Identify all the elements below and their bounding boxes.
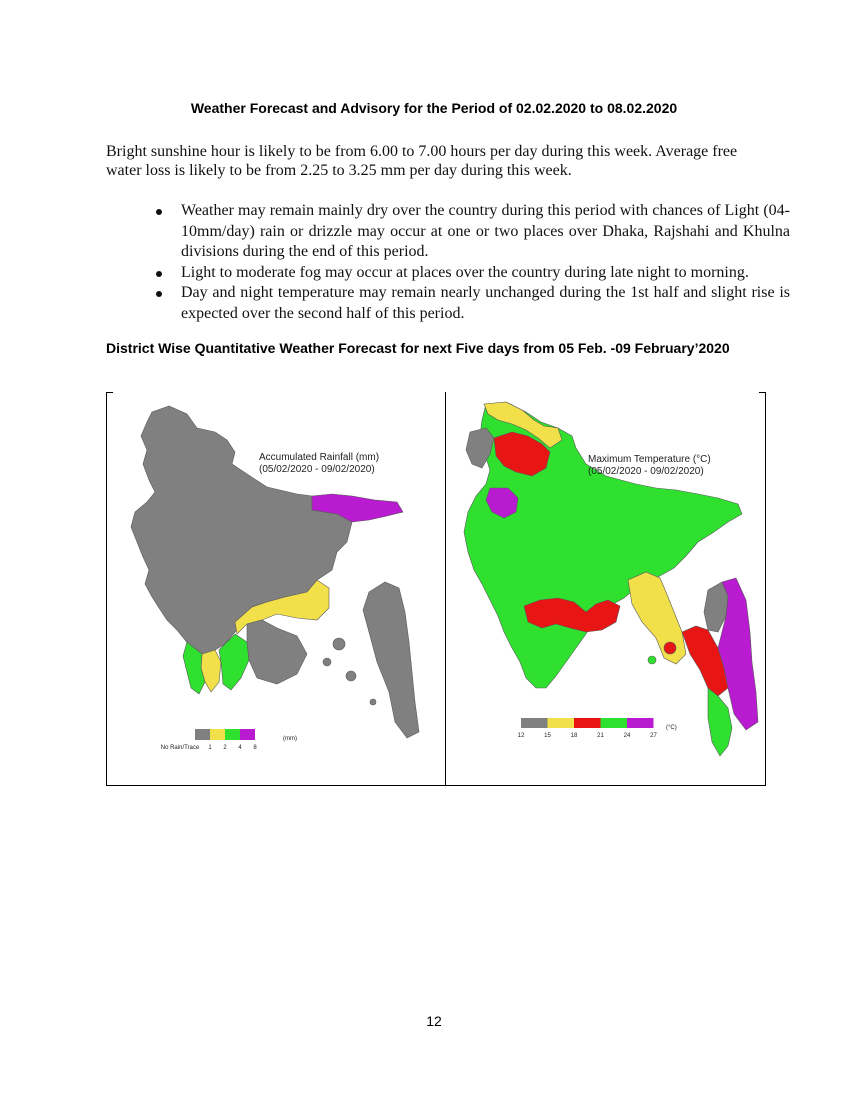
map-island	[323, 658, 331, 666]
map-island	[648, 656, 656, 664]
list-item-text: Day and night temperature may remain nearly unchanged during the 1st half and slight rise is expected over the second half of this period.	[181, 284, 790, 322]
page-number: 12	[426, 1013, 442, 1029]
legend-swatch	[225, 729, 240, 740]
legend-tick-label: 2	[223, 745, 227, 751]
legend-tick-label: 4	[238, 745, 242, 751]
map-island	[333, 638, 345, 650]
temperature-legend	[518, 718, 658, 739]
legend-swatch	[548, 718, 575, 728]
legend-swatch	[627, 718, 654, 728]
legend-tick-label: 24	[623, 733, 631, 739]
legend-swatch	[574, 718, 601, 728]
list-item	[150, 283, 790, 324]
list-item-text: Weather may remain mainly dry over the country during this period with chances of Light (04-10mm/day) rain or drizzle may occur at one or two places over Dhaka, Rajshahi and Khulna divisions during the end of this period.	[181, 202, 790, 260]
map-island	[346, 671, 356, 681]
map-region-grey	[247, 620, 307, 684]
temperature-legend-unit: (°C)	[666, 725, 677, 731]
page-title: Weather Forecast and Advisory for the Period of 02.02.2020 to 08.02.2020	[190, 100, 678, 116]
rainfall-legend-unit: (mm)	[283, 736, 297, 742]
temperature-map	[446, 392, 765, 785]
map-region-green	[708, 688, 732, 756]
legend-tick-label: 15	[544, 733, 551, 739]
rainfall-legend	[161, 729, 258, 751]
legend-tick-label: 1	[208, 745, 212, 751]
rainfall-map	[107, 392, 445, 785]
map-region-yellow	[201, 650, 221, 692]
map-region-yellow	[628, 572, 686, 664]
advisory-list	[150, 201, 790, 324]
rainfall-map-title: Accumulated Rainfall (mm)	[259, 452, 380, 463]
list-item-text: Light to moderate fog may occur at places over the country during late night to morning.	[181, 263, 749, 281]
bullet-icon	[156, 291, 162, 297]
rainfall-map-date-range: (05/02/2020 - 09/02/2020)	[259, 464, 375, 475]
map-island	[664, 642, 676, 654]
list-item	[150, 201, 790, 263]
legend-tick-label: 12	[517, 733, 525, 739]
intro-paragraph: Bright sunshine hour is likely to be from 6.00 to 7.00 hours per day during this week. Average free water loss is likely to be from 2.25 to 3.25 mm per day during this week.	[106, 143, 738, 179]
bullet-icon	[156, 271, 162, 277]
legend-swatch	[240, 729, 255, 740]
list-item	[150, 263, 790, 284]
legend-swatch	[195, 729, 210, 740]
legend-tick-label: 18	[570, 733, 578, 739]
map-island	[370, 699, 376, 705]
legend-tick-label: 27	[650, 733, 657, 739]
temperature-map-title: Maximum Temperature (°C)	[588, 454, 711, 465]
legend-swatch	[521, 718, 548, 728]
legend-swatch	[210, 729, 225, 740]
legend-tick-label: 8	[253, 745, 257, 751]
temperature-map-date-range: (05/02/2020 - 09/02/2020)	[588, 466, 704, 477]
maps-frame	[106, 392, 766, 786]
map-region-grey	[363, 582, 419, 738]
section-title: District Wise Quantitative Weather Forecast for next Five days from 05 Feb. -09 February’2020	[106, 340, 730, 356]
legend-swatch	[601, 718, 628, 728]
legend-tick-label: No Rain/Trace	[160, 745, 200, 751]
bullet-icon	[156, 209, 162, 215]
legend-tick-label: 21	[597, 733, 604, 739]
